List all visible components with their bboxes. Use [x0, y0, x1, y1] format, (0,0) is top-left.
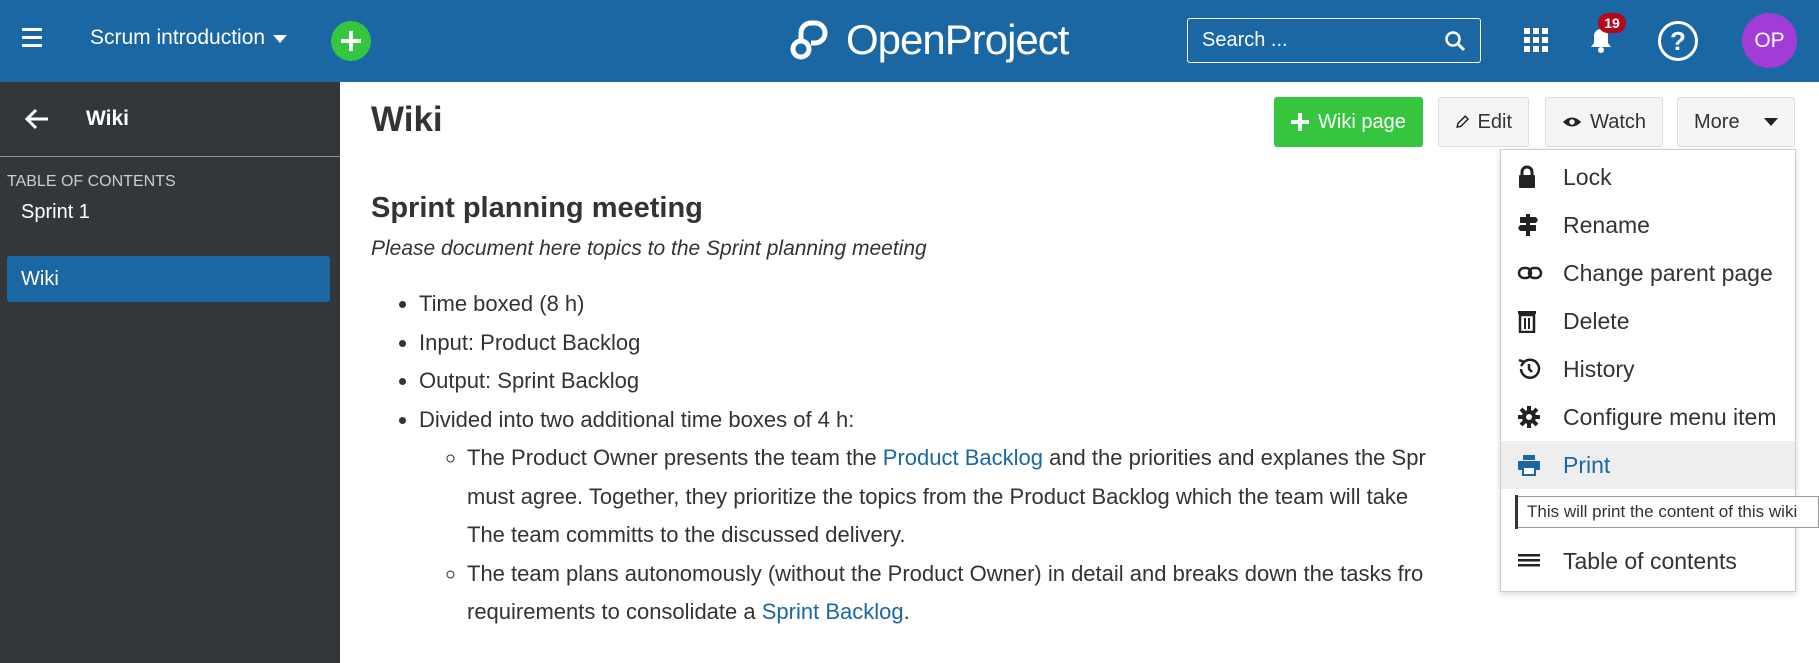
search-placeholder: Search ...: [1202, 29, 1288, 51]
menu-item-label: Print: [1563, 451, 1611, 478]
list-icon: [1517, 551, 1541, 571]
arrow-left-icon[interactable]: [24, 108, 50, 130]
menu-item-rename[interactable]: [1501, 201, 1795, 249]
project-selector[interactable]: [90, 26, 287, 50]
more-label: More: [1694, 110, 1740, 133]
menu-item-label: Rename: [1563, 211, 1650, 238]
text-span: The Product Owner presents the team the: [467, 445, 883, 470]
text-span: The team committs to the discussed delivery.: [467, 522, 906, 547]
wiki-content: [371, 192, 1471, 632]
watch-button[interactable]: [1545, 97, 1663, 147]
modules-grid-icon[interactable]: [1524, 28, 1548, 52]
sub-list-item: [467, 555, 1471, 632]
eye-icon: [1562, 114, 1582, 130]
menu-item-history[interactable]: [1501, 345, 1795, 393]
sidebar-item-wiki[interactable]: [7, 256, 330, 302]
section-heading: Sprint planning meeting: [371, 192, 703, 224]
logo-mark-icon: [790, 19, 836, 61]
gear-icon: [1517, 405, 1541, 429]
chevron-down-icon: [1764, 118, 1778, 126]
watch-label: Watch: [1590, 110, 1646, 133]
list-item: • Time boxed (8 h): [419, 285, 1471, 324]
menu-item-label: Change parent page: [1563, 259, 1773, 286]
list-item-text: Divided into two additional time boxes of 4 h:: [419, 406, 855, 432]
menu-item-label: Table of contents: [1563, 547, 1737, 574]
sub-list-item: [467, 439, 1471, 555]
search-icon[interactable]: [1444, 30, 1466, 52]
text-span: .: [903, 599, 910, 624]
edit-button[interactable]: [1438, 97, 1529, 147]
notification-badge[interactable]: 19: [1598, 13, 1626, 33]
menu-item-label: Configure menu item: [1563, 403, 1777, 430]
menu-item-print[interactable]: [1501, 441, 1795, 489]
trash-icon: [1517, 309, 1537, 333]
signpost-icon: [1517, 213, 1539, 237]
intro-text: Please document here topics to the Sprint planning meeting: [371, 237, 927, 260]
page-title: Wiki: [371, 100, 443, 139]
menu-item-label: History: [1563, 355, 1635, 382]
list-item: [419, 401, 1471, 632]
project-name: Scrum introduction: [90, 26, 266, 49]
printer-icon: [1517, 454, 1541, 476]
lock-icon: [1517, 165, 1537, 189]
bullet-list: [419, 285, 1471, 632]
help-icon[interactable]: ?: [1658, 21, 1698, 61]
sub-list: [467, 439, 1471, 632]
plus-icon: [1290, 112, 1310, 132]
sprint-backlog-link[interactable]: Sprint Backlog: [761, 599, 904, 624]
pencil-icon: [1455, 112, 1470, 132]
top-header: [0, 0, 1819, 82]
text-span: The team plans autonomously (without the Product Owner) in detail and breaks down the tasks fro: [467, 560, 1424, 586]
add-wiki-page-button[interactable]: [1274, 97, 1423, 147]
text-span: and the priorities and explanes the Spr: [1042, 445, 1426, 470]
text-span: must agree. Together, they prioritize the topics from the Product Backlog which the team will take: [467, 483, 1409, 509]
plus-icon: [339, 29, 363, 53]
sidebar: [0, 82, 340, 663]
logo-text: OpenProject: [846, 16, 1069, 63]
print-tooltip: This will print the content of this wiki: [1516, 496, 1819, 528]
menu-item-label: Lock: [1563, 163, 1612, 190]
sidebar-title: Wiki: [86, 107, 129, 130]
toc-label: TABLE OF CONTENTS: [7, 173, 176, 190]
search-input[interactable]: [1187, 18, 1481, 63]
wiki-page-label: Wiki page: [1318, 110, 1406, 133]
avatar[interactable]: OP: [1742, 13, 1797, 68]
list-item: • Input: Product Backlog: [419, 324, 1471, 363]
menu-item-configure[interactable]: [1501, 393, 1795, 441]
link-icon: [1517, 266, 1543, 280]
sidebar-header: [0, 82, 340, 157]
hamburger-menu-icon[interactable]: [22, 28, 48, 54]
menu-item-label: Delete: [1563, 307, 1630, 334]
menu-item-change-parent[interactable]: [1501, 249, 1795, 297]
openproject-logo[interactable]: [790, 16, 1068, 64]
more-button[interactable]: [1677, 97, 1795, 147]
product-backlog-link[interactable]: Product Backlog: [882, 445, 1043, 470]
menu-item-delete[interactable]: [1501, 297, 1795, 345]
chevron-down-icon: [273, 35, 287, 43]
create-new-button[interactable]: [331, 21, 371, 61]
edit-label: Edit: [1477, 110, 1512, 133]
sidebar-item-label: Wiki: [21, 267, 59, 290]
list-item: • Output: Sprint Backlog: [419, 362, 1471, 401]
sidebar-item-sprint-1[interactable]: Sprint 1: [21, 201, 90, 223]
menu-item-toc[interactable]: [1501, 537, 1795, 585]
history-icon: [1517, 357, 1541, 381]
menu-item-lock[interactable]: [1501, 153, 1795, 201]
tooltip-pointer: [1515, 495, 1519, 529]
text-span: requirements to consolidate a: [467, 599, 762, 624]
